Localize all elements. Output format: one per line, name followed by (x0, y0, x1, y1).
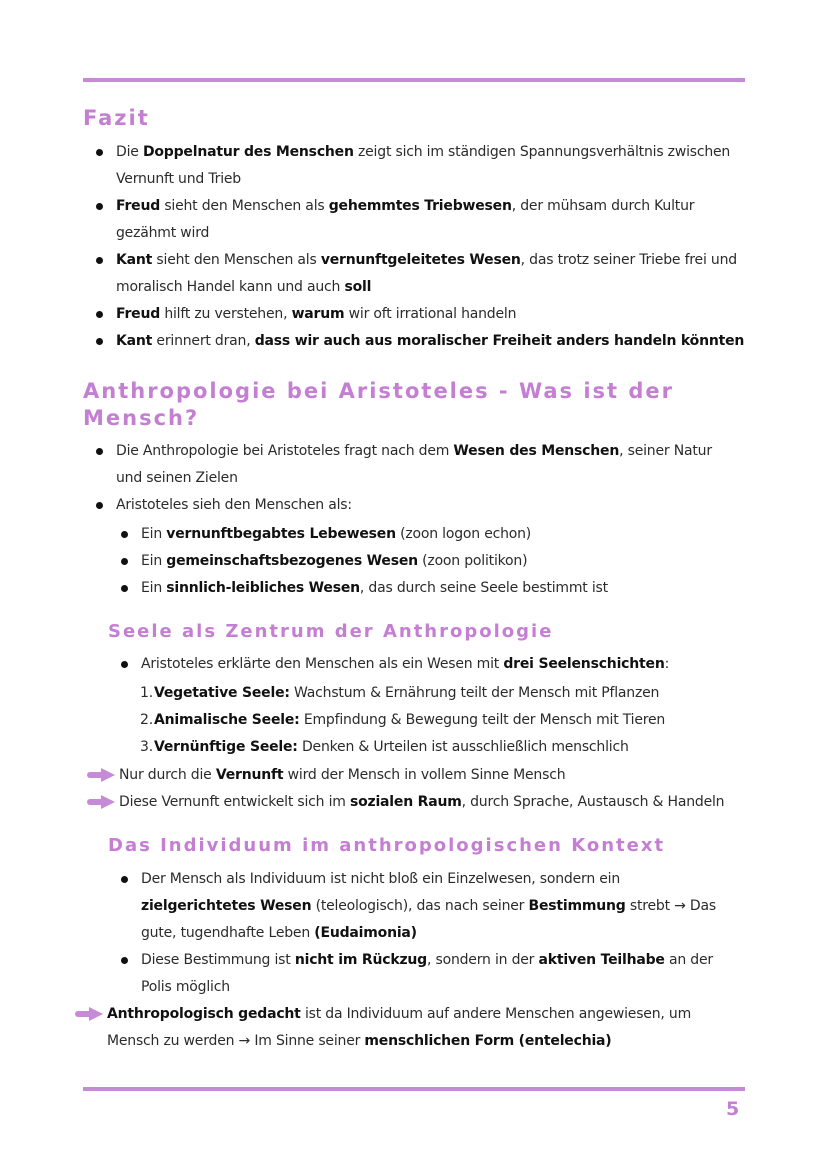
list-item: Die Anthropologie bei Aristoteles fragt nach dem Wesen des Menschen, seiner Natur und seinen Zielen (116, 438, 756, 492)
list-item: Aristoteles sieh den Menschen als: (116, 492, 756, 519)
bullet-icon (121, 957, 128, 964)
numbered-item: 3.Vernünftige Seele: Denken & Urteilen ist ausschließlich menschlich (140, 739, 629, 755)
list-item: Kant erinnert dran, dass wir auch aus moralischer Freiheit anders handeln könnten (116, 328, 756, 355)
bullet-icon (96, 311, 103, 318)
list-item: Aristoteles erklärte den Menschen als ein Wesen mit drei Seelenschichten: (141, 651, 741, 678)
list-item: Die Doppelnatur des Menschen zeigt sich im ständigen Spannungsverhältnis zwischen Vernunft und Trieb (116, 139, 756, 193)
heading-seele: Seele als Zentrum der Anthropologie (108, 621, 554, 642)
arrow-item: Diese Vernunft entwickelt sich im sozialen Raum, durch Sprache, Austausch & Handeln (119, 794, 725, 810)
bullet-icon (96, 502, 103, 509)
bullet-icon (121, 876, 128, 883)
bullet-icon (96, 203, 103, 210)
bullet-icon (121, 661, 128, 668)
list-item: Der Mensch als Individuum ist nicht bloß ein Einzelwesen, sondern ein zielgerichtetes Wesen (teleologisch), das nach seiner Bestimmung strebt → Das gute, tugendhafte Leben (Eudaimonia) (141, 866, 741, 947)
arrow-right-icon (75, 1007, 103, 1021)
heading-fazit: Fazit (83, 106, 150, 130)
list-item: Freud sieht den Menschen als gehemmtes Triebwesen, der mühsam durch Kultur gezähmt wird (116, 193, 756, 247)
arrow-right-icon (87, 768, 115, 782)
bullet-icon (96, 448, 103, 455)
heading-aristoteles: Anthropologie bei Aristoteles - Was ist der Mensch? (83, 379, 675, 430)
bullet-icon (96, 149, 103, 156)
page-number: 5 (726, 1098, 740, 1120)
list-item: Ein sinnlich-leibliches Wesen, das durch seine Seele bestimmt ist (141, 575, 741, 602)
top-rule (83, 78, 745, 82)
list-item: Ein vernunftbegabtes Lebewesen (zoon logon echon) (141, 521, 741, 548)
heading-individuum: Das Individuum im anthropologischen Kontext (108, 835, 666, 856)
bullet-icon (121, 585, 128, 592)
numbered-item: 2.Animalische Seele: Empfindung & Bewegung teilt der Mensch mit Tieren (140, 712, 666, 728)
arrow-item: Nur durch die Vernunft wird der Mensch in vollem Sinne Mensch (119, 767, 566, 783)
bullet-icon (96, 338, 103, 345)
bullet-icon (96, 257, 103, 264)
bullet-icon (121, 531, 128, 538)
list-item: Ein gemeinschaftsbezogenes Wesen (zoon politikon) (141, 548, 741, 575)
arrow-item: Anthropologisch gedacht ist da Individuum auf andere Menschen angewiesen, um Mensch zu werden → Im Sinne seiner menschlichen Form (entelechia) (107, 1006, 692, 1049)
list-item: Kant sieht den Menschen als vernunftgeleitetes Wesen, das trotz seiner Triebe frei und moralisch Handel kann und auch soll (116, 247, 756, 301)
bullet-icon (121, 558, 128, 565)
bottom-rule (83, 1087, 745, 1091)
list-item: Freud hilft zu verstehen, warum wir oft irrational handeln (116, 301, 756, 328)
numbered-item: 1.Vegetative Seele: Wachstum & Ernährung teilt der Mensch mit Pflanzen (140, 685, 660, 701)
arrow-right-icon (87, 795, 115, 809)
list-item: Diese Bestimmung ist nicht im Rückzug, sondern in der aktiven Teilhabe an der Polis möglich (141, 947, 741, 1001)
